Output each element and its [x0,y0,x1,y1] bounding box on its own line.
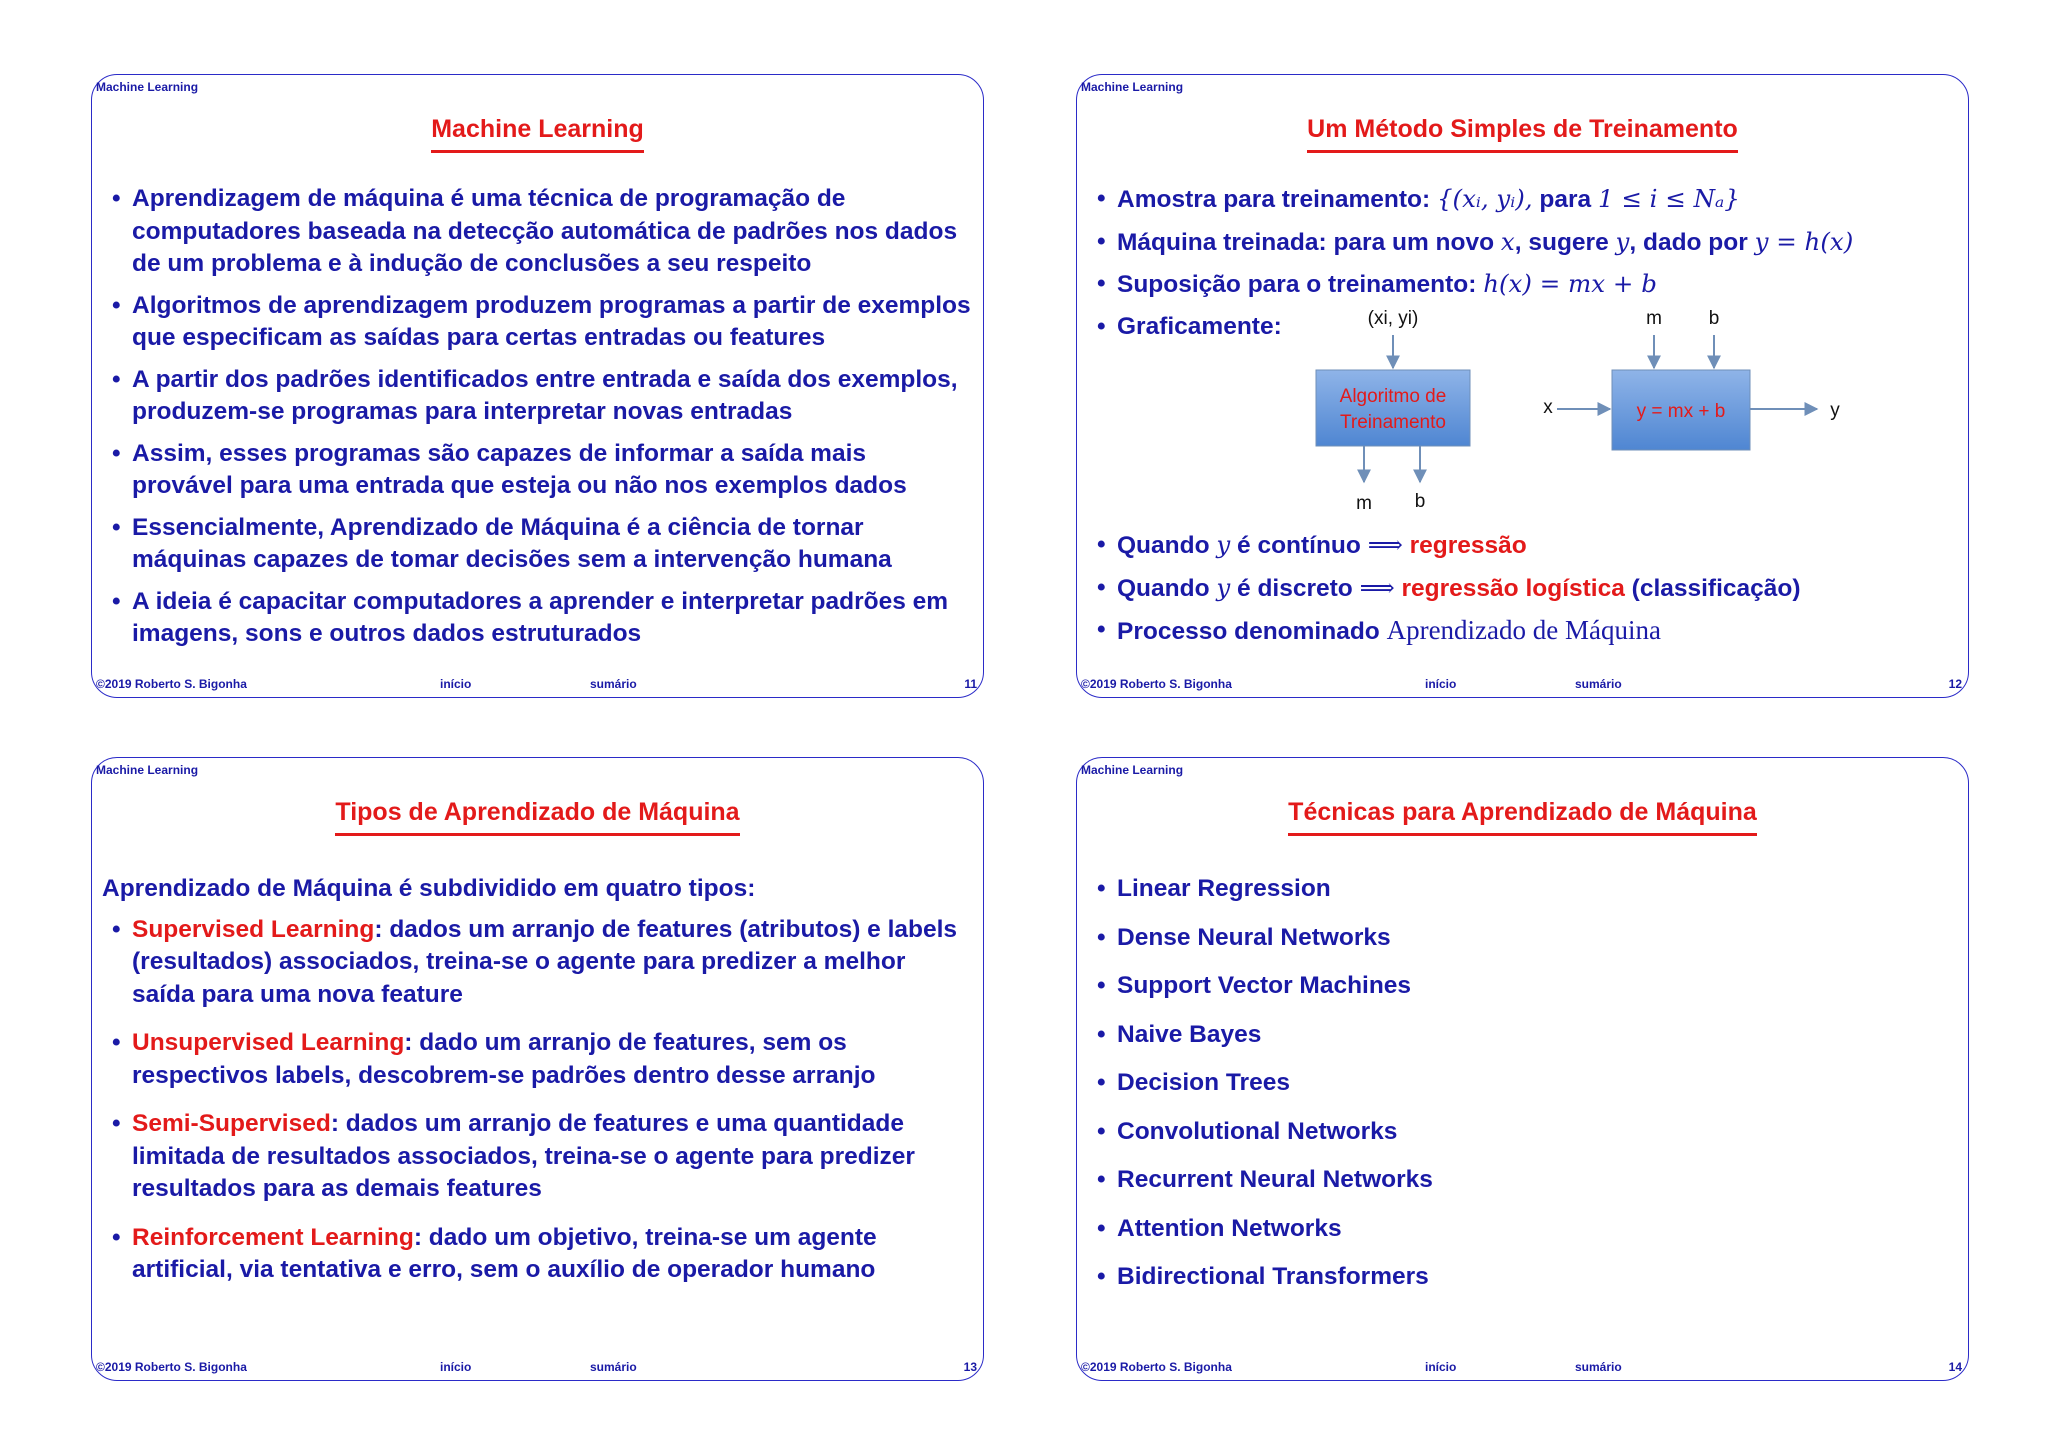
slide-header: Machine Learning [96,80,199,94]
bullet-item: • Suposição para o treinamento: h(x) = mx + b [1087,268,1958,302]
algorithm-box-line1: Algoritmo de [1339,386,1447,407]
bullet-item: • Quando y é discreto ⟹ regressão logística (classificação) [1087,572,1958,606]
copyright: ©2019 Roberto S. Bigonha [96,1360,247,1374]
input-b-label: b [1708,308,1720,329]
copyright: ©2019 Roberto S. Bigonha [1081,1360,1232,1374]
slide-body [102,873,973,1303]
bullet-item: • Attention Networks [1087,1213,1958,1246]
bullet-item: • Linear Regression [1087,873,1958,906]
page-number: 14 [1948,1360,1962,1374]
bullet-item: • Unsupervised Learning: dado um arranjo de features, sem os respectivos labels, descobrem-se padrões dentro desse arranjo [102,1027,973,1092]
bullet-item: • Supervised Learning: dados um arranjo de features (atributos) e labels (resultados) associados, treina-se o agente para predizer a melhor saída para uma nova feature [102,914,973,1012]
slide-header: Machine Learning [1081,763,1184,777]
bullet-item: • Processo denominado Aprendizado de Máquina [1087,614,1958,649]
model-box-label: y = mx + b [1636,401,1726,422]
bullet-item: • Decision Trees [1087,1067,1958,1100]
slide-title: Tipos de Aprendizado de Máquina [92,798,983,836]
x-label: x [1543,397,1553,418]
input-m-label: m [1646,308,1662,329]
slide-11 [91,74,984,698]
sumario-link[interactable]: sumário [1575,1360,1622,1374]
slide-header: Machine Learning [1081,80,1184,94]
slide-12 [1076,74,1969,698]
training-diagram [1077,300,1970,520]
copyright: ©2019 Roberto S. Bigonha [1081,677,1232,691]
page-number: 13 [963,1360,977,1374]
slide-body [102,183,973,660]
copyright: ©2019 Roberto S. Bigonha [96,677,247,691]
bullet-item: • Semi-Supervised: dados um arranjo de features e uma quantidade limitada de resultados associados, treina-se o agente para predizer resultados para as demais features [102,1108,973,1206]
slide-header: Machine Learning [96,763,199,777]
bullet-item: • Reinforcement Learning: dado um objetivo, treina-se um agente artificial, via tentativa e erro, sem o auxílio de operador humano [102,1222,973,1287]
slide-body-bottom [1087,529,1958,658]
slide-13 [91,757,984,1381]
slide-title: Machine Learning [92,115,983,153]
output-b-label: b [1414,491,1426,512]
sumario-link[interactable]: sumário [590,1360,637,1374]
algorithm-box [1316,370,1470,446]
sumario-link[interactable]: sumário [1575,677,1622,691]
slide-title: Um Método Simples de Treinamento [1077,115,1968,153]
slide-title: Técnicas para Aprendizado de Máquina [1077,798,1968,836]
bullet-item: • Máquina treinada: para um novo x, sugere y, dado por y = h(x) [1087,226,1958,260]
bullet-item: • Bidirectional Transformers [1087,1261,1958,1294]
bullet-item: • Dense Neural Networks [1087,922,1958,955]
algorithm-box-line2: Treinamento [1340,412,1446,433]
bullet-item: • Aprendizagem de máquina é uma técnica de programação de computadores baseada na detecção automática de padrões nos dados de um problema e à indução de conclusões a seu respeito [102,183,973,281]
bullet-item: • Graficamente: [1087,311,1958,344]
bullet-item: • Amostra para treinamento: {(xᵢ, yᵢ), para 1 ≤ i ≤ Nₐ} [1087,183,1958,217]
output-m-label: m [1356,493,1372,514]
bullet-item: • A partir dos padrões identificados entre entrada e saída dos exemplos, produzem-se programas para interpretar novas entradas [102,364,973,429]
bullet-item: • Recurrent Neural Networks [1087,1164,1958,1197]
bullet-item: • Convolutional Networks [1087,1116,1958,1149]
y-label: y [1830,400,1840,421]
sumario-link[interactable]: sumário [590,677,637,691]
intro-text: Aprendizado de Máquina é subdividido em quatro tipos: [102,875,756,902]
bullet-item: • Naive Bayes [1087,1019,1958,1052]
inicio-link[interactable]: início [440,1360,472,1374]
bullet-item: • Support Vector Machines [1087,970,1958,1003]
page-number: 12 [1948,677,1962,691]
bullet-item: • Algoritmos de aprendizagem produzem programas a partir de exemplos que especificam as saídas para certas entradas ou features [102,290,973,355]
bullet-item: • Essencialmente, Aprendizado de Máquina é a ciência de tornar máquinas capazes de tomar decisões sem a intervenção humana [102,512,973,577]
inicio-link[interactable]: início [440,677,472,691]
bullet-item: • A ideia é capacitar computadores a aprender e interpretar padrões em imagens, sons e outros dados estruturados [102,586,973,651]
inicio-link[interactable]: início [1425,677,1457,691]
slide-body [1087,873,1958,1310]
slide-14 [1076,757,1969,1381]
inicio-link[interactable]: início [1425,1360,1457,1374]
bullet-item: • Quando y é contínuo ⟹ regressão [1087,529,1958,563]
page-number: 11 [964,677,977,691]
input-label: (xi, yi) [1367,308,1419,329]
bullet-item: • Assim, esses programas são capazes de informar a saída mais provável para uma entrada que esteja ou não nos exemplos dados [102,438,973,503]
